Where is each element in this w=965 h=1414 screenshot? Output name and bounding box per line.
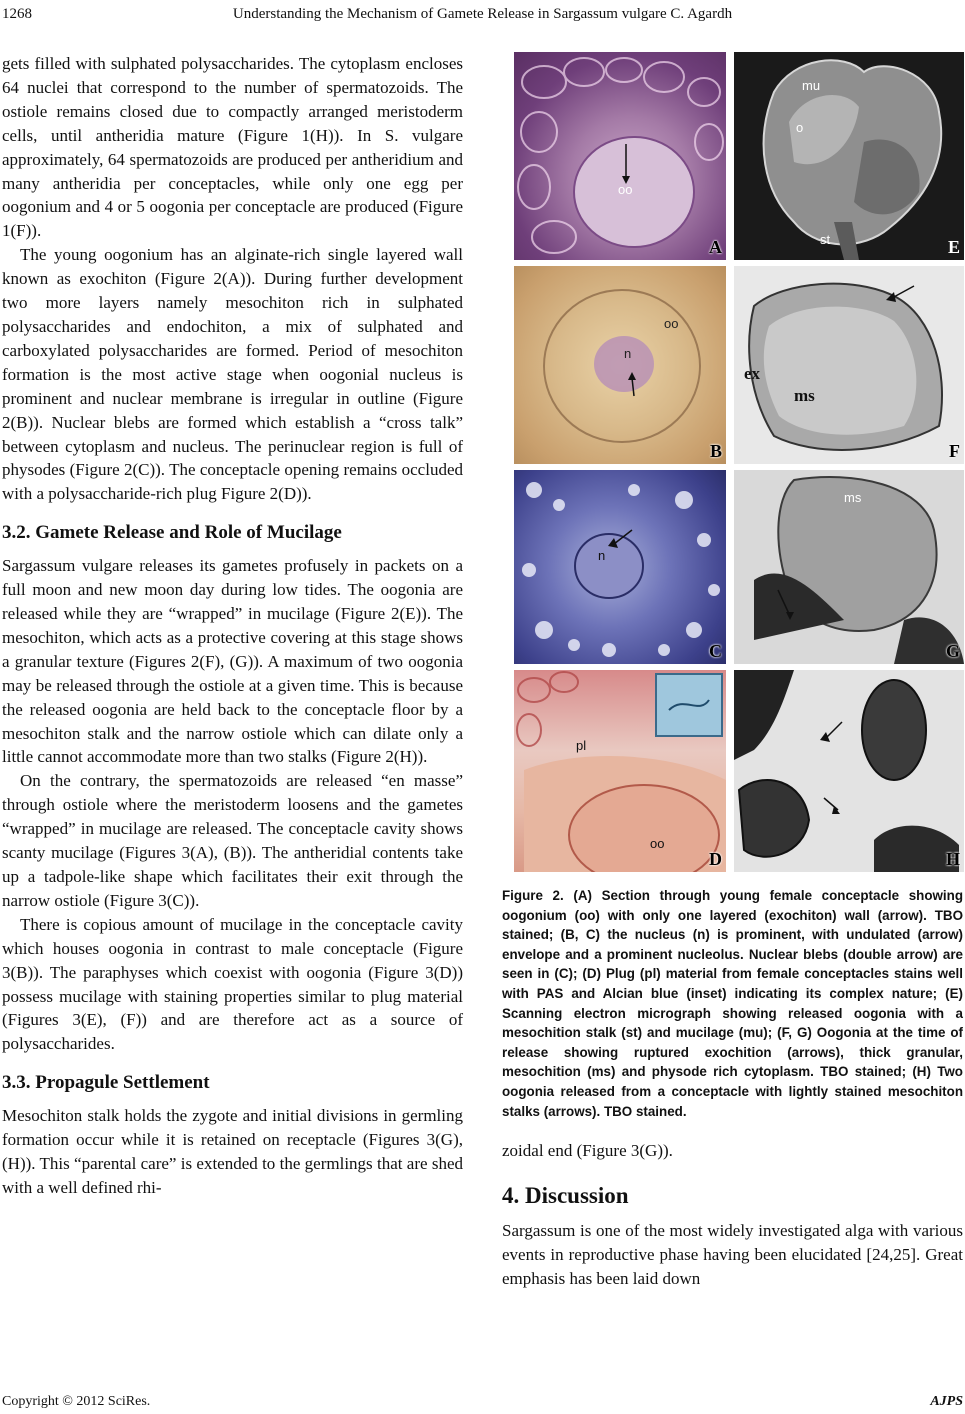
micrograph-f xyxy=(734,266,964,464)
paragraph-6: Mesochiton stalk holds the zygote and initial divisions in germling formation occur while it is retained on receptacle (Figures 3(G), (H)). This “parental care” is extended to the germlings that are shed with a well defined rhi- xyxy=(2,1106,463,1197)
figure-panel-d xyxy=(514,670,726,872)
paragraph-3: Sargassum vulgare releases its gametes profusely in packets on a full moon and new moon day during low tides. The oogonia are released while they are “wrapped” in mucilage (Figure 2(E)). The mesochiton, which acts as a protective covering at this stage shows a granular texture (Figures 2(F), (G)). A maximum of two oogonia may be released through the ostiole at a given time. This is because the released oogonia are held back to the conceptacle floor by a mesochiton stalk and the narrow ostiole which can dilate only a little cannot accommodate more than two stalks (Figure 2(H)). xyxy=(2,556,463,767)
label-oo-d: oo xyxy=(650,836,665,851)
panel-label-g: G xyxy=(945,641,960,661)
label-n-b: n xyxy=(624,346,632,361)
panel-label-f: F xyxy=(949,441,960,461)
label-o: o xyxy=(796,120,804,135)
paragraph-continued: zoidal end (Figure 3(G)). xyxy=(502,1141,673,1161)
micrograph-b xyxy=(514,266,726,464)
figure-panel-c xyxy=(514,470,726,664)
figure-panel-a xyxy=(514,52,726,260)
micrograph-d xyxy=(514,670,726,872)
micrograph-c xyxy=(514,470,726,664)
panel-label-e: E xyxy=(947,237,960,257)
journal-abbreviation: AJPS xyxy=(930,1394,963,1409)
section-heading-4: 4. Discussion xyxy=(502,1183,629,1209)
panel-label-d: D xyxy=(709,849,722,869)
panel-label-b: B xyxy=(709,441,722,461)
micrograph-a xyxy=(514,52,726,260)
panel-label-h: H xyxy=(945,849,960,869)
label-st: st xyxy=(820,232,831,247)
label-n-c: n xyxy=(598,548,606,563)
paragraph-2: The young oogonium has an alginate-rich single layered wall known as exochiton (Figure 2(A)). During further development two more layers namely mesochiton rich in sulphated polysaccharides and endochiton, a mix of sulphated and carboxylated polysaccharides are formed. Period of mesochiton formation is the most active stage when oogonial nucleus is prominent and nuclear membrane is irregular in outline (Figure 2(B)). Nuclear blebs are formed which establish a “cross talk” between cytoplasm and nucleus. The perinuclear region is full of physodes (Figure 2(C)). The conceptacle opening remains occluded with a polysaccharide-rich plug Figure 2(D)). xyxy=(2,245,463,504)
left-column xyxy=(2,52,463,1200)
label-ms-f: ms xyxy=(794,386,815,405)
section-heading-3-3: 3.3. Propagule Settlement xyxy=(2,1072,210,1094)
figure-panel-h xyxy=(734,670,964,872)
paragraph-4: On the contrary, the spermatozoids are released “en masse” through ostiole where the meristoderm loosens and the gametes “wrapped” in mucilage are released. The conceptacle cavity shows scanty mucilage (Figures 3(A), (B)). The antheridial contents take up a tadpole-like shape which facilitates their exit through the narrow ostiole (Figure 3(C)). xyxy=(2,771,463,910)
label-ms-g: ms xyxy=(844,490,862,505)
page-header xyxy=(0,6,965,30)
page-number: 1268 xyxy=(2,6,32,22)
label-ex: ex xyxy=(744,364,761,383)
figure-caption: Figure 2. (A) Section through young female conceptacle showing oogonium (oo) with only one layered (exochiton) wall (arrow). TBO stained; (B, C) the nucleus (n) is prominent, with undulated (arrow) envelope and a prominent nucleolus. Nuclear blebs (double arrow) are seen in (C); (D) Plug (pl) material from female conceptacles stains well with PAS and Alcian blue (inset) indicating its complex nature; (E) Scanning electron micrograph showing released oogonia with a mesochition stalk (st) and mucilage (mu); (F, G) Oogonia at the time of release showing ruptured exochition (arrows), thick granular, mesochition (ms) and physode rich cytoplasm. TBO stained; (H) Two oogonia released from a conceptacle with lightly stained mesochiton stalks (arrows). TBO stained. xyxy=(502,888,963,1119)
figure-panel-g xyxy=(734,470,964,664)
panel-label-c: C xyxy=(709,641,722,661)
figure-2 xyxy=(514,52,964,872)
paragraph-1: gets filled with sulphated polysaccharides. The cytoplasm encloses 64 nuclei that correspond to the number of spermatozoids. The ostiole remains closed due to compactly arranged meristoderm cells, until antheridia mature (Figure 1(H)). In S. vulgare approximately, 64 spermatozoids are produced per antheridium and many antheridia per conceptacles, while only one egg per oogonium and 4 or 5 oogonia per conceptacle are produced (Figure 1(F)). xyxy=(2,54,463,241)
label-oo-b: oo xyxy=(664,316,679,331)
figure-panel-b xyxy=(514,266,726,464)
paragraph-7: Sargassum is one of the most widely investigated alga with various events in reproductive phase having been elucidated [24,25]. Great emphasis has been laid down xyxy=(502,1221,963,1288)
panel-label-a: A xyxy=(709,237,722,257)
right-column xyxy=(502,52,963,1291)
label-mu: mu xyxy=(802,78,821,93)
label-oo-a: oo xyxy=(618,182,633,197)
paragraph-5: There is copious amount of mucilage in the conceptacle cavity which houses oogonia in contrast to male conceptacle (Figure 3(B)). The paraphyses which coexist with oogonia (Figure 3(D)) possess mucilage with staining properties similar to plug material (Figures 3(E), (F)) and are therefore act as a source of polysaccharides. xyxy=(2,914,463,1054)
section-heading-3-2: 3.2. Gamete Release and Role of Mucilage xyxy=(2,522,342,544)
copyright: Copyright © 2012 SciRes. xyxy=(2,1394,151,1409)
figure-panel-e xyxy=(734,52,964,260)
figure-panel-f xyxy=(734,266,964,464)
micrograph-h xyxy=(734,670,964,872)
running-title: Understanding the Mechanism of Gamete Release in Sargassum vulgare C. Agardh xyxy=(232,6,733,22)
micrograph-e xyxy=(734,52,964,260)
label-pl: pl xyxy=(576,738,587,753)
